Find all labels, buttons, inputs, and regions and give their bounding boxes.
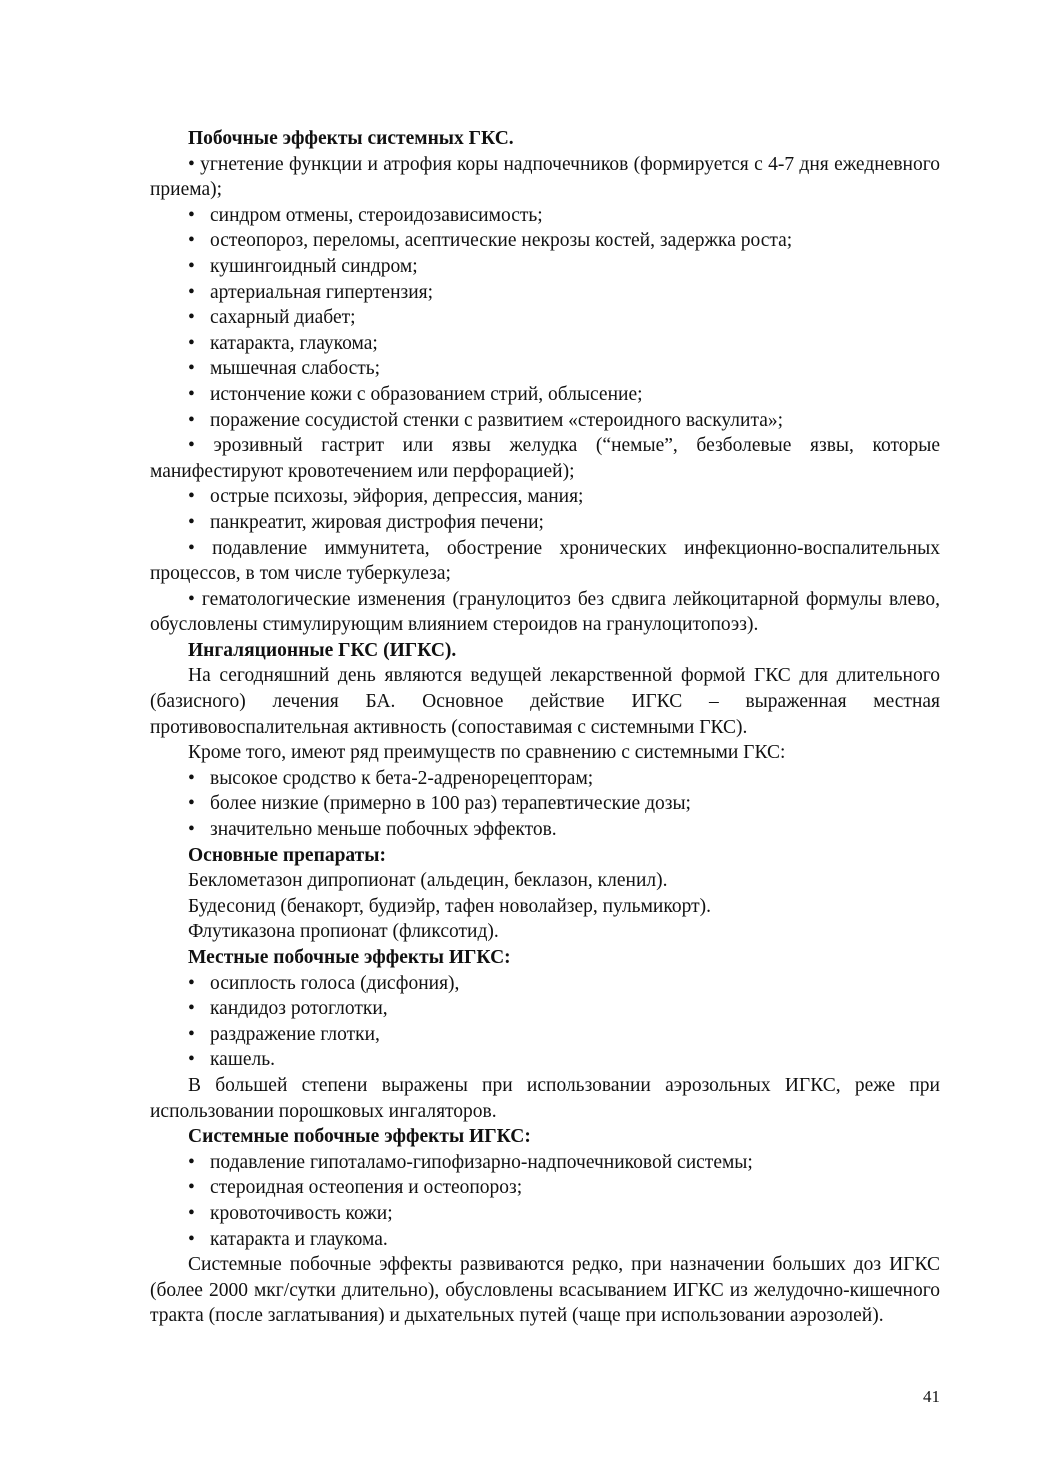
bullet: • bbox=[188, 281, 195, 303]
list-item bbox=[150, 1047, 940, 1073]
list-item bbox=[150, 408, 940, 434]
list-item bbox=[150, 1022, 940, 1048]
list-item bbox=[150, 433, 940, 484]
list-item-text: истончение кожи с образованием стрий, облысение; bbox=[210, 383, 643, 405]
list-item-text: сахарный диабет; bbox=[210, 307, 356, 329]
list-item-text: высокое сродство к бета-2-адренорецепторам; bbox=[210, 767, 594, 789]
bullet: • bbox=[188, 819, 195, 841]
list-item bbox=[150, 971, 940, 997]
bullet: • bbox=[188, 204, 195, 226]
drug-line: Будесонид (бенакорт, будиэйр, тафен новолайзер, пульмикорт). bbox=[188, 895, 711, 917]
list-item bbox=[150, 1175, 940, 1201]
bullet: • bbox=[188, 1228, 195, 1250]
bullet: • bbox=[188, 793, 195, 815]
drug-line: Беклометазон дипропионат (альдецин, беклазон, кленил). bbox=[188, 870, 668, 892]
list-item bbox=[150, 152, 940, 203]
bullet: • bbox=[188, 307, 195, 329]
bullet: • bbox=[188, 767, 195, 789]
list-item-text: катаракта и глаукома. bbox=[210, 1228, 388, 1250]
list-item bbox=[150, 356, 940, 382]
list-item-text: кандидоз ротоглотки, bbox=[210, 998, 388, 1020]
bullet: • bbox=[188, 1023, 195, 1045]
bullet: • bbox=[188, 537, 195, 559]
bullet: • bbox=[188, 255, 195, 277]
list-item-text: подавление иммунитета, обострение хронических инфекционно-воспалительных процессов, в том числе туберкулеза; bbox=[150, 537, 940, 585]
list-item-text: более низкие (примерно в 100 раз) терапевтические дозы; bbox=[210, 793, 691, 815]
list-item-text: эрозивный гастрит или язвы желудка (“немые”, безболевые язвы, которые манифестируют кровотечением или перфорацией); bbox=[150, 435, 941, 482]
list-item bbox=[150, 1201, 940, 1227]
list-item bbox=[150, 766, 940, 792]
list-item-text: синдром отмены, стероидозависимость; bbox=[210, 204, 543, 226]
list-item-text: угнетение функции и атрофия коры надпочечников (формируется с 4-7 дня ежедневного приема); bbox=[150, 153, 940, 201]
list-item bbox=[150, 203, 940, 229]
bullet: • bbox=[188, 486, 195, 508]
bullet: • bbox=[188, 358, 195, 380]
list-item-text: мышечная слабость; bbox=[210, 358, 381, 380]
list-item-text: катаракта, глаукома; bbox=[210, 332, 378, 354]
list-item bbox=[150, 536, 940, 587]
list-item bbox=[150, 331, 940, 357]
list-item bbox=[150, 510, 940, 536]
list-item bbox=[150, 791, 940, 817]
list-item-text: раздражение глотки, bbox=[210, 1023, 380, 1045]
list-item bbox=[150, 280, 940, 306]
bullet: • bbox=[188, 435, 195, 457]
paragraph: Кроме того, имеют ряд преимуществ по сравнению с системными ГКС: bbox=[188, 742, 786, 764]
inhaled-gks-heading: Ингаляционные ГКС (ИГКС). bbox=[188, 639, 457, 661]
drug-line: Флутиказона пропионат (фликсотид). bbox=[188, 921, 499, 943]
list-item bbox=[150, 254, 940, 280]
systemic-igks-side-effects-heading: Системные побочные эффекты ИГКС: bbox=[188, 1126, 531, 1148]
bullet: • bbox=[188, 1049, 195, 1071]
list-item bbox=[150, 996, 940, 1022]
bullet: • bbox=[188, 1177, 195, 1199]
list-item-text: поражение сосудистой стенки с развитием «стероидного васкулита»; bbox=[210, 409, 784, 431]
list-item-text: панкреатит, жировая дистрофия печени; bbox=[210, 511, 544, 533]
bullet: • bbox=[188, 1202, 195, 1224]
list-item-text: кашель. bbox=[210, 1049, 276, 1071]
list-item bbox=[150, 1150, 940, 1176]
list-item bbox=[150, 1227, 940, 1253]
local-side-effects-heading: Местные побочные эффекты ИГКС: bbox=[188, 947, 511, 968]
bullet: • bbox=[188, 588, 195, 610]
list-item-text: гематологические изменения (гранулоцитоз без сдвига лейкоцитарной формулы влево, обусловлены стимулирующим влиянием стероидов на гранулоцитопоэз). bbox=[150, 588, 940, 636]
paragraph: На сегодняшний день являются ведущей лекарственной формой ГКС для длительного (базисного) лечения БА. Основное действие ИГКС – выраженная местная противовоспалительная активность (сопоставимая с системными ГКС). bbox=[150, 665, 940, 738]
page-number: 41 bbox=[923, 1387, 940, 1406]
list-item bbox=[150, 228, 940, 254]
list-item-text: кровоточивость кожи; bbox=[210, 1202, 393, 1224]
bullet: • bbox=[188, 1151, 195, 1173]
bullet: • bbox=[188, 511, 195, 533]
list-item bbox=[150, 817, 940, 843]
list-item-text: кушингоидный синдром; bbox=[210, 255, 418, 277]
bullet: • bbox=[188, 998, 195, 1020]
list-item-text: стероидная остеопения и остеопороз; bbox=[210, 1177, 523, 1199]
bullet: • bbox=[188, 332, 195, 354]
bullet: • bbox=[188, 153, 195, 175]
bullet: • bbox=[188, 409, 195, 431]
main-drugs-heading: Основные препараты: bbox=[188, 844, 386, 866]
paragraph: Системные побочные эффекты развиваются редко, при назначении больших доз ИГКС (более 2000 мкг/сутки длительно), обусловлены всасыванием ИГКС из желудочно-кишечного тракта (после заглатывания) и дыхательных путей (чаще при использовании аэрозолей). bbox=[150, 1254, 940, 1327]
list-item-text: острые психозы, эйфория, депрессия, мания; bbox=[210, 486, 584, 508]
list-item bbox=[150, 484, 940, 510]
list-item-text: артериальная гипертензия; bbox=[210, 281, 434, 303]
bullet: • bbox=[188, 230, 195, 252]
systemic-side-effects-heading: Побочные эффекты системных ГКС. bbox=[188, 128, 514, 149]
list-item-text: подавление гипоталамо-гипофизарно-надпочечниковой системы; bbox=[210, 1151, 753, 1173]
list-item-text: значительно меньше побочных эффектов. bbox=[210, 819, 557, 841]
bullet: • bbox=[188, 972, 195, 994]
bullet: • bbox=[188, 383, 195, 405]
list-item bbox=[150, 587, 940, 638]
list-item bbox=[150, 382, 940, 408]
list-item bbox=[150, 305, 940, 331]
list-item-text: остеопороз, переломы, асептические некрозы костей, задержка роста; bbox=[210, 230, 793, 252]
page-content bbox=[150, 126, 940, 1329]
paragraph: В большей степени выражены при использовании аэрозольных ИГКС, реже при использовании порошковых ингаляторов. bbox=[150, 1074, 940, 1122]
list-item-text: осиплость голоса (дисфония), bbox=[210, 972, 460, 994]
